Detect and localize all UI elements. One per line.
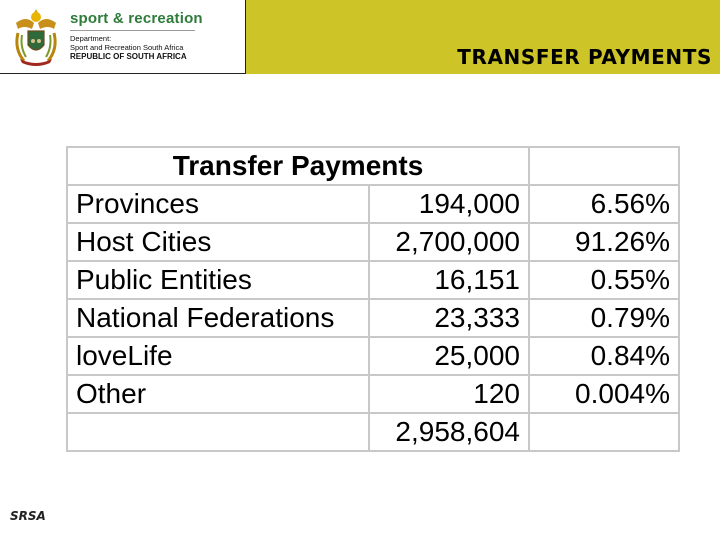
header-logo-area xyxy=(0,0,246,74)
table-row xyxy=(67,261,679,299)
percent-cell: 91.26% xyxy=(529,223,679,261)
logo-country: REPUBLIC OF SOUTH AFRICA xyxy=(70,52,187,61)
category-cell: Host Cities xyxy=(67,223,369,261)
transfer-payments-table xyxy=(66,146,680,452)
amount-cell: 120 xyxy=(369,375,529,413)
logo-department-label: Department: xyxy=(70,34,112,43)
logo-divider xyxy=(70,30,195,31)
table-title: Transfer Payments xyxy=(67,147,529,185)
table-row xyxy=(67,299,679,337)
logo-text-block xyxy=(70,10,203,61)
category-cell: National Federations xyxy=(67,299,369,337)
percent-cell: 0.004% xyxy=(529,375,679,413)
category-cell: Public Entities xyxy=(67,261,369,299)
percent-cell: 6.56% xyxy=(529,185,679,223)
table-row xyxy=(67,223,679,261)
logo-name: sport & recreation xyxy=(70,10,203,27)
logo-department-name: Sport and Recreation South Africa xyxy=(70,43,184,52)
footer-srsa: SRSA xyxy=(10,509,46,523)
amount-cell: 23,333 xyxy=(369,299,529,337)
table-row xyxy=(67,375,679,413)
coat-of-arms-icon xyxy=(10,5,62,67)
amount-cell: 2,700,000 xyxy=(369,223,529,261)
slide-title: TRANSFER PAYMENTS xyxy=(457,45,712,69)
percent-cell: 0.84% xyxy=(529,337,679,375)
category-cell: Other xyxy=(67,375,369,413)
total-percent-cell xyxy=(529,413,679,451)
percent-cell: 0.55% xyxy=(529,261,679,299)
table-header-row xyxy=(67,147,679,185)
table-row xyxy=(67,185,679,223)
amount-cell: 16,151 xyxy=(369,261,529,299)
percent-cell: 0.79% xyxy=(529,299,679,337)
amount-cell: 194,000 xyxy=(369,185,529,223)
header-band xyxy=(246,0,720,74)
total-amount-cell: 2,958,604 xyxy=(369,413,529,451)
amount-cell: 25,000 xyxy=(369,337,529,375)
table-total-row xyxy=(67,413,679,451)
table-header-empty-cell xyxy=(529,147,679,185)
table-row xyxy=(67,337,679,375)
category-cell: Provinces xyxy=(67,185,369,223)
category-cell: loveLife xyxy=(67,337,369,375)
total-label-cell xyxy=(67,413,369,451)
